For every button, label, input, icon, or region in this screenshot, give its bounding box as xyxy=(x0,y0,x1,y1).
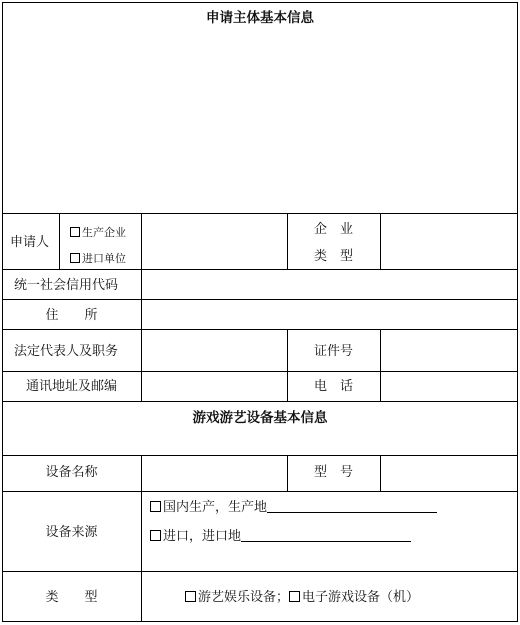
address-label: 住 所 xyxy=(45,308,98,323)
source-option-import-label: 进口，进口地 xyxy=(163,529,242,544)
category-option-electronic[interactable] xyxy=(289,590,419,605)
enterprise-type-label-line1: 企 业 xyxy=(313,222,353,237)
checkbox-icon[interactable] xyxy=(185,591,196,602)
model-label: 型 号 xyxy=(313,465,353,480)
border-right xyxy=(517,2,518,622)
source-option-domestic-label: 国内生产，生产地 xyxy=(163,500,268,515)
checkbox-icon[interactable] xyxy=(70,227,80,237)
category-option-electronic-label: 电子游戏设备（机） xyxy=(302,590,420,605)
applicant-name-field[interactable] xyxy=(142,214,287,269)
category-options xyxy=(185,590,419,606)
device-name-field[interactable] xyxy=(142,456,287,491)
row-divider xyxy=(2,491,518,492)
import-location-blank[interactable] xyxy=(241,528,411,542)
source-label: 设备来源 xyxy=(45,525,98,540)
contact-address-label: 通讯地址及邮编 xyxy=(25,379,117,394)
row-divider xyxy=(2,401,518,402)
category-option-amusement-label: 游艺娱乐设备； xyxy=(198,590,290,605)
legal-rep-label: 法定代表人及职务 xyxy=(14,344,119,359)
credit-code-field[interactable] xyxy=(142,270,517,299)
col-divider xyxy=(59,213,60,270)
checkbox-icon[interactable] xyxy=(70,253,80,263)
checkbox-icon[interactable] xyxy=(289,591,300,602)
applicant-option-label: 生产企业 xyxy=(82,226,126,239)
applicant-option-manufacturer[interactable] xyxy=(70,225,126,241)
section1-title: 申请主体基本信息 xyxy=(206,10,314,26)
phone-field[interactable] xyxy=(381,372,517,401)
row-divider xyxy=(2,571,518,572)
contact-address-field[interactable] xyxy=(142,372,287,401)
applicant-label: 申请人 xyxy=(10,235,50,250)
checkbox-icon[interactable] xyxy=(150,530,161,541)
domestic-location-blank[interactable] xyxy=(267,499,437,513)
source-option-domestic[interactable] xyxy=(150,499,437,516)
application-form xyxy=(2,2,518,622)
enterprise-type-label-line2: 类 型 xyxy=(313,249,353,264)
checkbox-icon[interactable] xyxy=(150,501,161,512)
phone-label: 电 话 xyxy=(313,379,353,394)
category-option-amusement[interactable] xyxy=(185,590,289,605)
address-field[interactable] xyxy=(142,300,517,329)
applicant-option-label: 进口单位 xyxy=(82,252,126,265)
id-number-label: 证件号 xyxy=(313,344,353,359)
id-number-field[interactable] xyxy=(381,330,517,371)
border-top xyxy=(2,2,518,3)
model-field[interactable] xyxy=(381,456,517,491)
device-name-label: 设备名称 xyxy=(45,465,98,480)
section2-title: 游戏游艺设备基本信息 xyxy=(192,410,328,426)
legal-rep-field[interactable] xyxy=(142,330,287,371)
credit-code-label: 统一社会信用代码 xyxy=(14,278,119,293)
source-option-import[interactable] xyxy=(150,528,411,545)
enterprise-type-field[interactable] xyxy=(381,214,517,269)
category-label: 类 型 xyxy=(45,590,98,605)
applicant-option-importer[interactable] xyxy=(70,251,126,267)
border-bottom xyxy=(2,621,518,622)
